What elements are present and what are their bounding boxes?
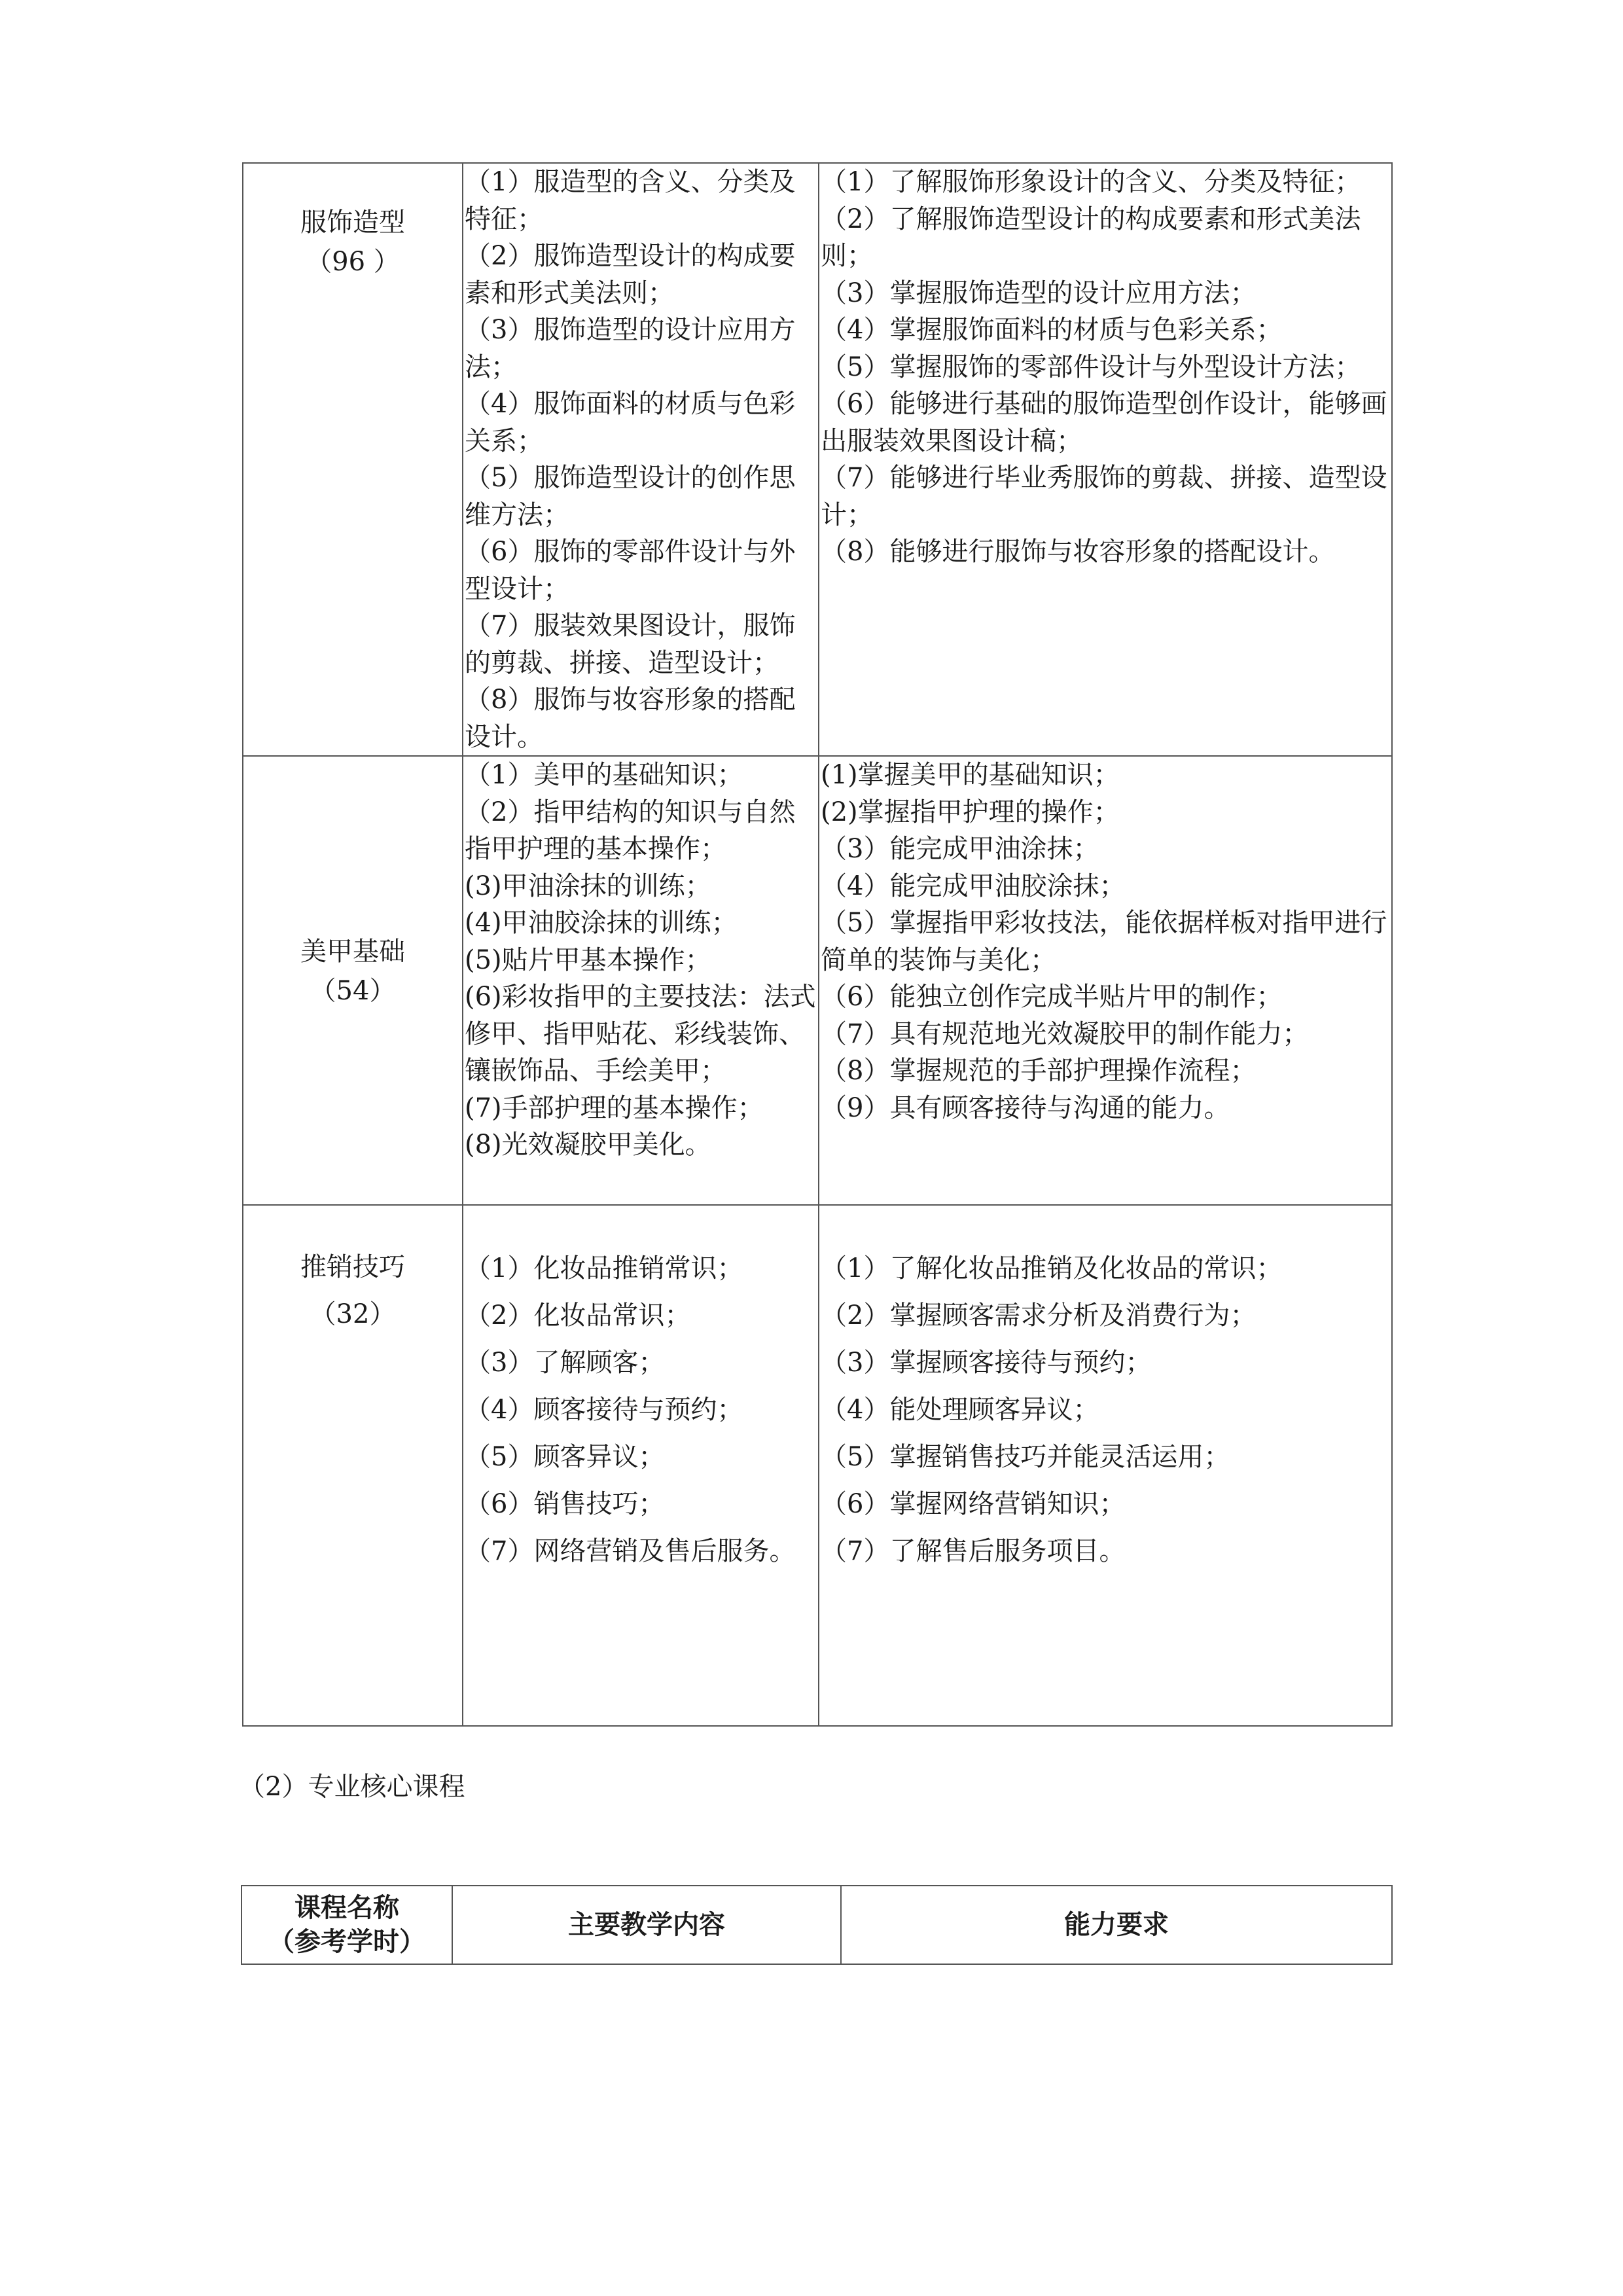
table-header-row xyxy=(241,1886,1392,1964)
table-row xyxy=(243,756,1392,1205)
list-item: （5）服饰造型设计的创作思维方法； xyxy=(465,463,796,530)
list-item: （4）能处理顾客异议； xyxy=(821,1395,1099,1425)
list-item: （4）服饰面料的材质与色彩关系； xyxy=(465,389,796,456)
list-item: （3）服饰造型的设计应用方法； xyxy=(465,315,796,382)
course-name-header xyxy=(241,1886,452,1964)
list-item: （4）能完成甲油胶涂抹； xyxy=(821,870,1126,901)
content-cell xyxy=(463,1205,819,1726)
list-item: （6）服饰的零部件设计与外型设计； xyxy=(465,537,796,604)
list-item: （7）网络营销及售后服务。 xyxy=(465,1536,796,1566)
list-item: (6)彩妆指甲的主要技法：法式修甲、指甲贴花、彩线装饰、镶嵌饰品、手绘美甲； xyxy=(465,982,816,1086)
table-row xyxy=(243,163,1392,756)
list-item: （2）了解服饰造型设计的构成要素和形式美法则； xyxy=(821,204,1361,271)
section-heading: （2）专业核心课程 xyxy=(239,1772,465,1802)
core-course-table xyxy=(241,1885,1393,1965)
list-item: (3)甲油涂抹的训练； xyxy=(465,870,711,901)
list-item: （5）掌握指甲彩妆技法，能依据样板对指甲进行简单的装饰与美化； xyxy=(821,908,1387,975)
course-name-cell xyxy=(243,1205,463,1726)
list-item: （2）指甲结构的知识与自然指甲护理的基本操作； xyxy=(465,797,796,864)
list-item: （3）掌握服饰造型的设计应用方法； xyxy=(821,278,1257,308)
list-item: （7）具有规范地光效凝胶甲的制作能力； xyxy=(821,1018,1309,1049)
list-item: （3）能完成甲油涂抹； xyxy=(821,834,1099,864)
course-name-header-line1: 课程名称 xyxy=(294,1893,399,1923)
list-item: （5）顾客异议； xyxy=(465,1442,665,1472)
list-item: （1）化妆品推销常识； xyxy=(465,1253,743,1283)
list-item: （2）化妆品常识； xyxy=(465,1300,691,1331)
list-item: （3）了解顾客； xyxy=(465,1348,665,1378)
list-item: （5）掌握服饰的零部件设计与外型设计方法； xyxy=(821,351,1361,382)
list-item: （6）销售技巧； xyxy=(465,1489,665,1519)
requirements-cell xyxy=(819,1205,1392,1726)
list-item: (1)掌握美甲的基础知识； xyxy=(821,760,1120,790)
list-item: （6）能独立创作完成半贴片甲的制作； xyxy=(821,982,1283,1012)
list-item: （1）美甲的基础知识； xyxy=(465,760,743,790)
list-item: （7）了解售后服务项目。 xyxy=(821,1536,1126,1566)
course-name-cell xyxy=(243,756,463,1205)
course-name-header-line2: （参考学时） xyxy=(268,1927,425,1957)
course-hours: （96 ） xyxy=(306,247,400,277)
content-cell xyxy=(463,756,819,1205)
course-name: 美甲基础 xyxy=(300,937,405,967)
list-item: （2）掌握顾客需求分析及消费行为； xyxy=(821,1300,1257,1331)
course-table xyxy=(242,162,1393,1727)
list-item: （8）能够进行服饰与妆容形象的搭配设计。 xyxy=(821,537,1335,567)
course-name: 推销技巧 xyxy=(300,1252,405,1282)
list-item: （5）掌握销售技巧并能灵活运用； xyxy=(821,1442,1230,1472)
ability-header: 能力要求 xyxy=(841,1886,1392,1964)
list-item: (5)贴片甲基本操作； xyxy=(465,944,711,975)
list-item: （2）服饰造型设计的构成要素和形式美法则； xyxy=(465,241,796,308)
list-item: （6）掌握网络营销知识； xyxy=(821,1489,1126,1519)
main-content-header: 主要教学内容 xyxy=(452,1886,841,1964)
list-item: （8）服饰与妆容形象的搭配设计。 xyxy=(465,685,796,752)
list-item: （6）能够进行基础的服饰造型创作设计，能够画出服装效果图设计稿； xyxy=(821,389,1387,456)
list-item: （8）掌握规范的手部护理操作流程； xyxy=(821,1056,1257,1086)
list-item: （4）顾客接待与预约； xyxy=(465,1395,743,1425)
course-hours: （54） xyxy=(310,976,396,1006)
course-hours: （32） xyxy=(310,1299,396,1329)
list-item: (2)掌握指甲护理的操作； xyxy=(821,797,1120,827)
course-name: 服饰造型 xyxy=(300,207,405,238)
course-name-cell xyxy=(243,163,463,756)
list-item: (4)甲油胶涂抹的训练； xyxy=(465,908,738,938)
list-item: （1）服造型的含义、分类及特征； xyxy=(465,167,796,234)
list-item: （3）掌握顾客接待与预约； xyxy=(821,1348,1152,1378)
table-row xyxy=(243,1205,1392,1726)
list-item: （4）掌握服饰面料的材质与色彩关系； xyxy=(821,315,1283,345)
list-item: （7）服装效果图设计，服饰的剪裁、拼接、造型设计； xyxy=(465,611,796,678)
list-item: (8)光效凝胶甲美化。 xyxy=(465,1130,711,1160)
requirements-cell xyxy=(819,163,1392,756)
list-item: (7)手部护理的基本操作； xyxy=(465,1092,764,1123)
list-item: （1）了解化妆品推销及化妆品的常识； xyxy=(821,1253,1283,1283)
content-cell xyxy=(463,163,819,756)
list-item: （9）具有顾客接待与沟通的能力。 xyxy=(821,1092,1230,1123)
requirements-cell xyxy=(819,756,1392,1205)
list-item: （7）能够进行毕业秀服饰的剪裁、拼接、造型设计； xyxy=(821,463,1387,530)
list-item: （1）了解服饰形象设计的含义、分类及特征； xyxy=(821,167,1361,197)
